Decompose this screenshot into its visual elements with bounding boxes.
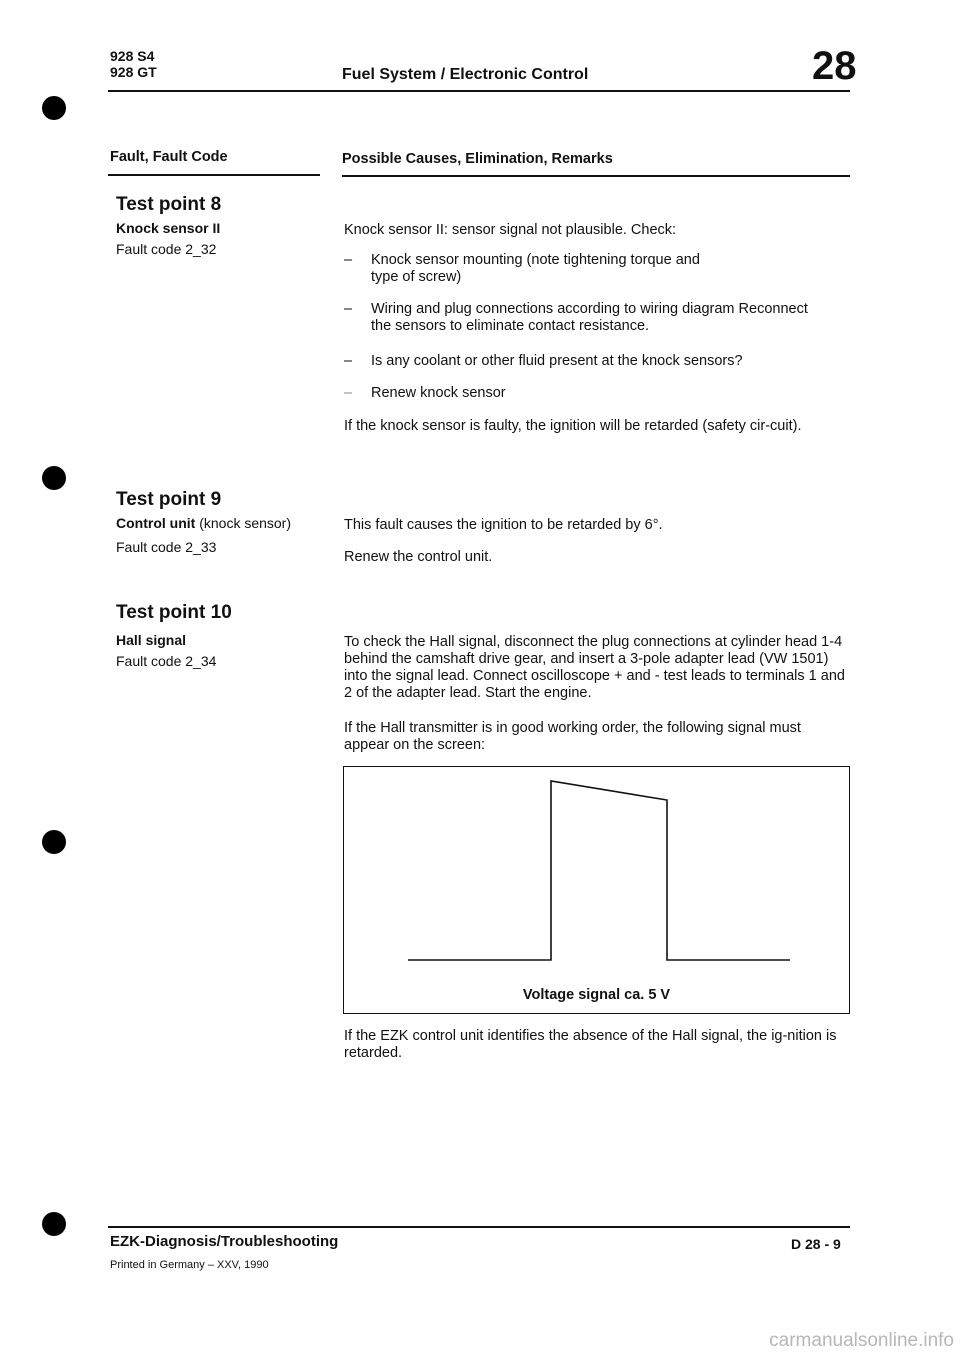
oscilloscope-signal-figure [343, 766, 850, 1014]
test-point-8-intro: Knock sensor II: sensor signal not plausible. Check: [344, 222, 677, 238]
page-title: Fuel System / Electronic Control [342, 66, 589, 83]
binder-hole-3 [42, 830, 66, 854]
test-point-9-line-1: This fault causes the ignition to be retarded by 6°. [344, 517, 663, 533]
test-point-9-subject [116, 515, 291, 531]
model-line-1: 928 S4 [110, 48, 155, 64]
column-heading-rule-left [108, 174, 320, 176]
test-point-9-subject-bold: Control unit [116, 515, 196, 531]
test-point-9-subject-rest: (knock sensor) [199, 515, 292, 531]
test-point-10-fault-code: Fault code 2_34 [116, 653, 217, 669]
column-heading-rule-right [342, 175, 850, 177]
column-heading-fault: Fault, Fault Code [110, 149, 228, 165]
footer-rule [108, 1226, 850, 1228]
test-point-8-subject: Knock sensor II [116, 220, 221, 236]
test-point-10-subject: Hall signal [116, 632, 187, 648]
test-point-10-paragraph-3: If the EZK control unit identifies the absence of the Hall signal, the ig-nition is retarded. [344, 1028, 837, 1061]
watermark: carmanualsonline.info [769, 1330, 954, 1351]
voltage-signal-label: Voltage signal ca. 5 V [522, 987, 671, 1003]
test-point-8-note: If the knock sensor is faulty, the ignition will be retarded (safety cir-cuit). [344, 418, 802, 434]
binder-hole-1 [42, 96, 66, 120]
page-number: D 28 - 9 [791, 1236, 841, 1252]
test-point-10-paragraph-2: If the Hall transmitter is in good working order, the following signal must appear on the screen: [344, 720, 801, 753]
test-point-10-heading: Test point 10 [116, 602, 232, 623]
column-heading-causes: Possible Causes, Elimination, Remarks [342, 151, 613, 167]
test-point-8-heading: Test point 8 [116, 194, 222, 215]
header-rule [108, 90, 850, 92]
test-point-8-fault-code: Fault code 2_32 [116, 241, 217, 257]
binder-hole-2 [42, 466, 66, 490]
hall-signal-trace [408, 781, 790, 960]
printed-in-note: Printed in Germany – XXV, 1990 [110, 1259, 269, 1271]
binder-hole-4 [42, 1212, 66, 1236]
test-point-10-paragraph-1: To check the Hall signal, disconnect the plug connections at cylinder head 1-4 behind the camshaft drive gear, and insert a 3-pole adapter lead (VW 1501) into the signal lead. Connect oscilloscope + and - test leads to terminals 1 and 2 of the adapter lead. Start the engine. [344, 634, 845, 701]
test-point-9-fault-code: Fault code 2_33 [116, 539, 217, 555]
hall-signal-waveform [344, 767, 848, 967]
chapter-number: 28 [812, 44, 857, 88]
model-line-2: 928 GT [110, 64, 157, 80]
model-designation [110, 48, 157, 80]
footer-title: EZK-Diagnosis/Troubleshooting [110, 1233, 339, 1250]
test-point-9-line-2: Renew the control unit. [344, 549, 493, 565]
test-point-9-heading: Test point 9 [116, 489, 222, 510]
